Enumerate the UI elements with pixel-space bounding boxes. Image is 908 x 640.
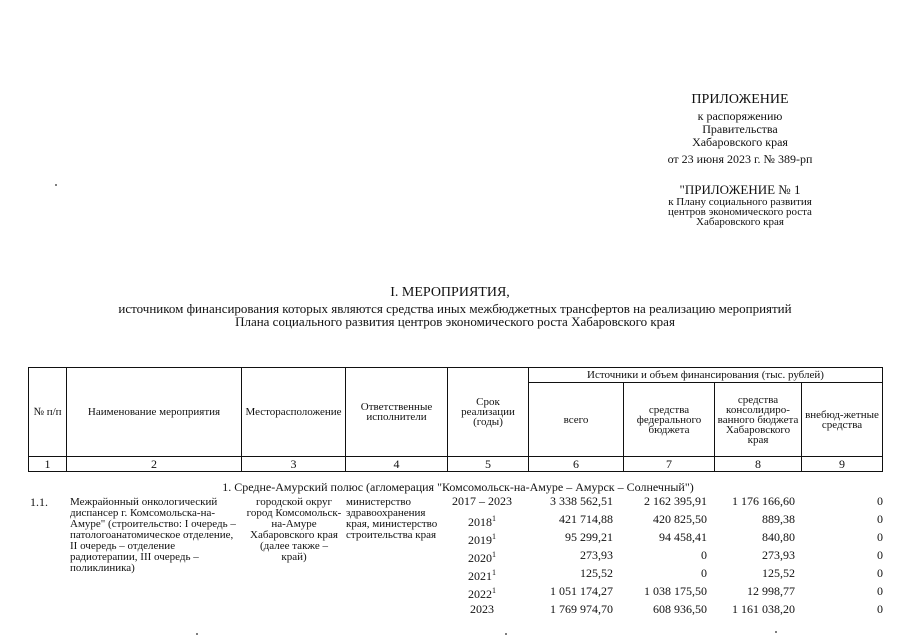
header-offbudget: внебюд-жетные средства <box>802 383 883 457</box>
column-number: 9 <box>802 457 883 472</box>
header-term: Срок реализации (годы) <box>448 368 529 457</box>
appendix-line: Правительства <box>702 122 778 136</box>
total-value: 421 714,88 <box>559 512 613 526</box>
header-responsible: Ответственные исполнители <box>346 368 448 457</box>
section-subtitle: источником финансирования которых являются средства иных межбюджетных трансфертов на реализацию мероприятий <box>118 301 792 316</box>
year-cell <box>446 530 518 547</box>
federal-value: 0 <box>701 548 707 562</box>
column-number: 3 <box>242 457 346 472</box>
appendix-line: к распоряжению <box>697 109 783 123</box>
column-number: 1 <box>29 457 67 472</box>
header-sources: Источники и объем финансирования (тыс. рублей) <box>529 368 883 383</box>
footnote-mark: 1 <box>492 586 496 595</box>
header-federal: средства федерального бюджета <box>624 383 715 457</box>
section-title: I. МЕРОПРИЯТИЯ, <box>390 285 510 300</box>
total-value: 1 051 174,27 <box>550 584 613 598</box>
offbudget-value: 0 <box>877 548 883 562</box>
row-number: 1.1. <box>30 495 48 509</box>
footnote-mark: 1 <box>492 532 496 541</box>
regional-value: 840,80 <box>762 530 795 544</box>
federal-value: 1 038 175,50 <box>644 584 707 598</box>
offbudget-value: 0 <box>877 512 883 526</box>
offbudget-value: 0 <box>877 602 883 616</box>
federal-value: 2 162 395,91 <box>644 494 707 508</box>
year-value: 2022 <box>468 587 492 601</box>
total-value: 125,52 <box>580 566 613 580</box>
offbudget-value: 0 <box>877 584 883 598</box>
regional-value: 1 176 166,60 <box>732 494 795 508</box>
header-total: всего <box>529 383 624 457</box>
total-value: 95 299,21 <box>565 530 613 544</box>
row-name: Межрайонный онкологический диспансер г. Комсомольска-на-Амуре" (строительство: I очередь – патологоанатомическое отделение, II очередь – отделение радиотерапии, III очередь – поликлиника) <box>70 496 236 574</box>
scan-speck <box>196 633 198 635</box>
year-cell <box>446 512 518 529</box>
scan-speck <box>775 631 777 633</box>
column-number: 6 <box>529 457 624 472</box>
appendix1-line: к Плану социального развития <box>668 196 812 208</box>
year-cell <box>446 602 518 616</box>
total-value: 1 769 974,70 <box>550 602 613 616</box>
regional-value: 889,38 <box>762 512 795 526</box>
column-number: 8 <box>715 457 802 472</box>
year-cell <box>446 494 518 508</box>
year-value: 2018 <box>468 515 492 529</box>
regional-value: 125,52 <box>762 566 795 580</box>
year-value: 2017 – 2023 <box>452 494 512 508</box>
federal-value: 608 936,50 <box>653 602 707 616</box>
group-title: 1. Средне-Амурский полюс (агломерация "Комсомольск-на-Амуре – Амурск – Солнечный") <box>222 480 694 494</box>
offbudget-value: 0 <box>877 494 883 508</box>
appendix-block <box>640 92 840 166</box>
column-number: 5 <box>448 457 529 472</box>
header-location: Месторасположение <box>242 368 346 457</box>
federal-value: 420 825,50 <box>653 512 707 526</box>
appendix-date: от 23 июня 2023 г. № 389-рп <box>667 152 813 166</box>
offbudget-value: 0 <box>877 530 883 544</box>
footnote-mark: 1 <box>492 514 496 523</box>
header-regional: средства консолидиро-ванного бюджета Хабаровского края <box>715 383 802 457</box>
year-cell <box>446 566 518 583</box>
section-subtitle: Плана социального развития центров экономического роста Хабаровского края <box>235 314 675 329</box>
regional-value: 12 998,77 <box>747 584 795 598</box>
appendix1-line: Хабаровского края <box>696 216 784 228</box>
federal-value: 0 <box>701 566 707 580</box>
column-number: 4 <box>346 457 448 472</box>
scan-speck <box>505 633 507 635</box>
header-name: Наименование мероприятия <box>67 368 242 457</box>
federal-value: 94 458,41 <box>659 530 707 544</box>
row-responsible: министерство здравоохранения края, министерство строительства края <box>346 496 438 541</box>
year-value: 2020 <box>468 551 492 565</box>
footnote-mark: 1 <box>492 550 496 559</box>
year-cell <box>446 548 518 565</box>
footnote-mark: 1 <box>492 568 496 577</box>
appendix-title: ПРИЛОЖЕНИЕ <box>691 92 789 107</box>
year-value: 2023 <box>470 602 494 616</box>
header-num: № п/п <box>29 368 67 457</box>
column-number: 7 <box>624 457 715 472</box>
regional-value: 1 161 038,20 <box>732 602 795 616</box>
column-number: 2 <box>67 457 242 472</box>
offbudget-value: 0 <box>877 566 883 580</box>
row-location: городской округ город Комсомольск-на-Амуре Хабаровского края (далее также – край) <box>246 496 342 563</box>
appendix1-title: "ПРИЛОЖЕНИЕ № 1 <box>679 182 801 197</box>
appendix-line: Хабаровского края <box>692 135 788 149</box>
financing-table-header <box>28 367 883 472</box>
appendix1-block <box>640 183 840 227</box>
total-value: 273,93 <box>580 548 613 562</box>
year-cell <box>446 584 518 601</box>
year-value: 2021 <box>468 569 492 583</box>
total-value: 3 338 562,51 <box>550 494 613 508</box>
scan-speck <box>55 184 57 186</box>
regional-value: 273,93 <box>762 548 795 562</box>
appendix1-line: центров экономического роста <box>668 206 812 218</box>
year-value: 2019 <box>468 533 492 547</box>
